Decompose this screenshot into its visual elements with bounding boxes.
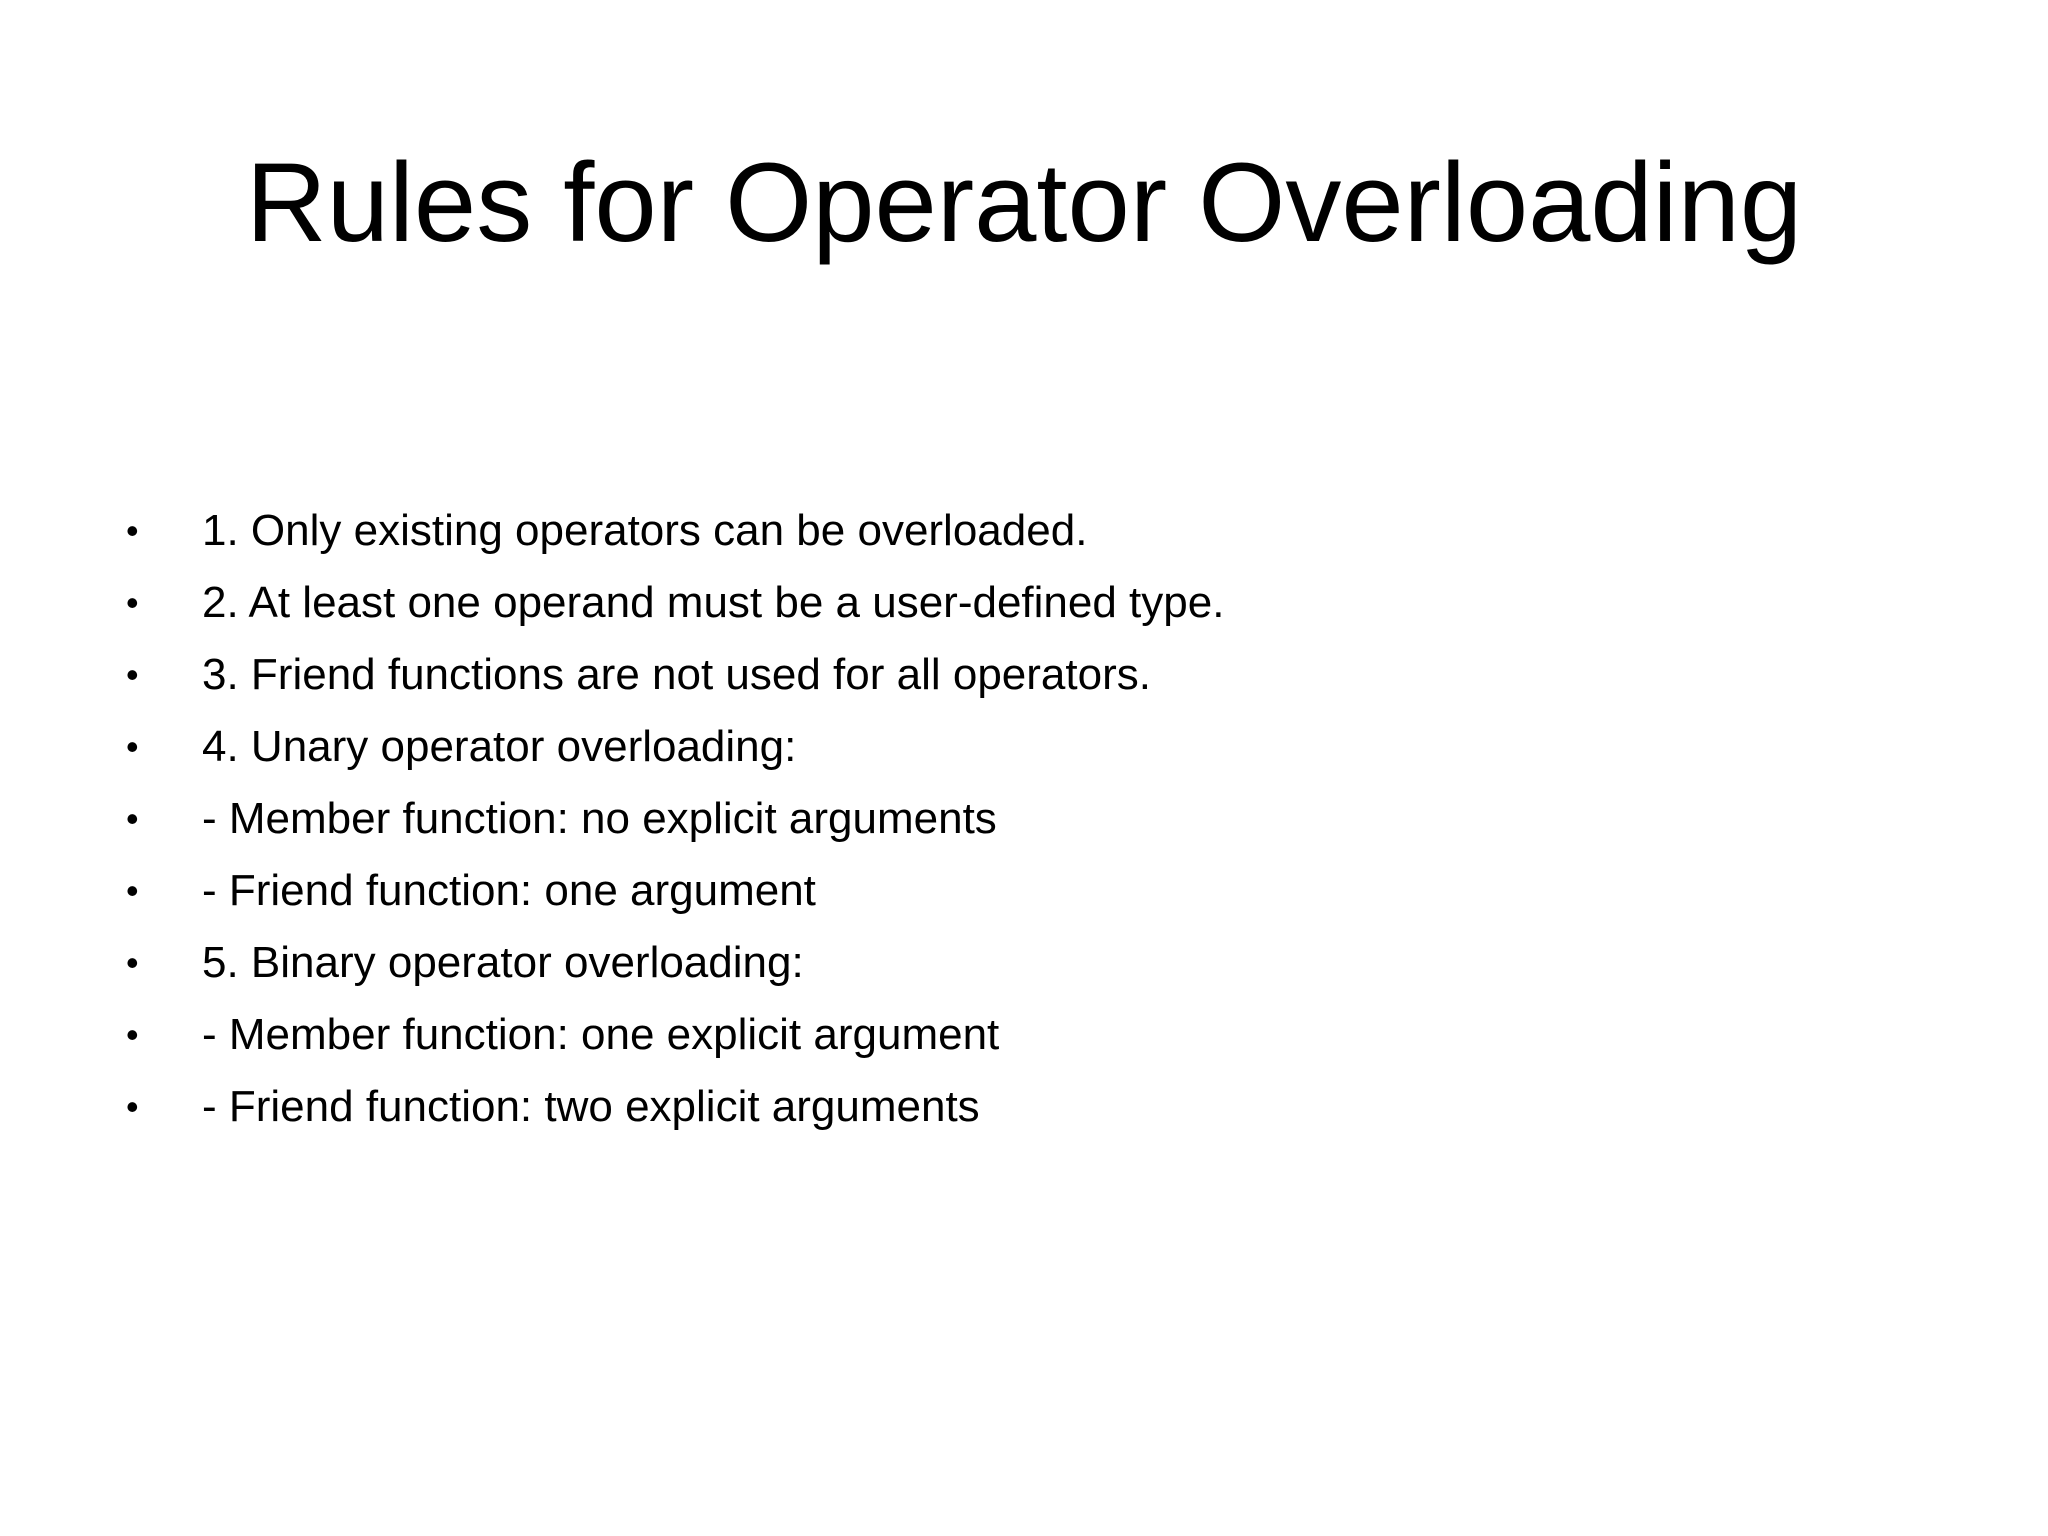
list-item xyxy=(122,495,1922,567)
bullet-icon: • xyxy=(126,942,139,983)
list-item xyxy=(122,927,1922,999)
bullet-icon: • xyxy=(126,870,139,911)
bullet-text: - Friend function: two explicit arguments xyxy=(202,1082,980,1131)
list-item xyxy=(122,999,1922,1071)
bullet-text: 5. Binary operator overloading: xyxy=(202,938,804,987)
bullet-text: 1. Only existing operators can be overloaded. xyxy=(202,506,1088,555)
bullet-icon: • xyxy=(126,798,139,839)
bullet-text: - Member function: one explicit argument xyxy=(202,1010,1000,1059)
bullet-icon: • xyxy=(126,582,139,623)
bullet-text: - Friend function: one argument xyxy=(202,866,816,915)
bullet-icon: • xyxy=(126,654,139,695)
list-item xyxy=(122,783,1922,855)
list-item xyxy=(122,639,1922,711)
list-item xyxy=(122,855,1922,927)
bullet-text: 3. Friend functions are not used for all operators. xyxy=(202,650,1151,699)
bullet-text: 2. At least one operand must be a user-defined type. xyxy=(202,578,1225,627)
bullet-list xyxy=(122,495,1922,1143)
bullet-text: - Member function: no explicit arguments xyxy=(202,794,997,843)
bullet-text: 4. Unary operator overloading: xyxy=(202,722,797,771)
bullet-icon: • xyxy=(126,1086,139,1127)
bullet-icon: • xyxy=(126,726,139,767)
slide-title: Rules for Operator Overloading xyxy=(245,140,1803,265)
list-item xyxy=(122,1071,1922,1143)
bullet-icon: • xyxy=(126,1014,139,1055)
list-item xyxy=(122,567,1922,639)
bullet-icon: • xyxy=(126,510,139,551)
list-item xyxy=(122,711,1922,783)
